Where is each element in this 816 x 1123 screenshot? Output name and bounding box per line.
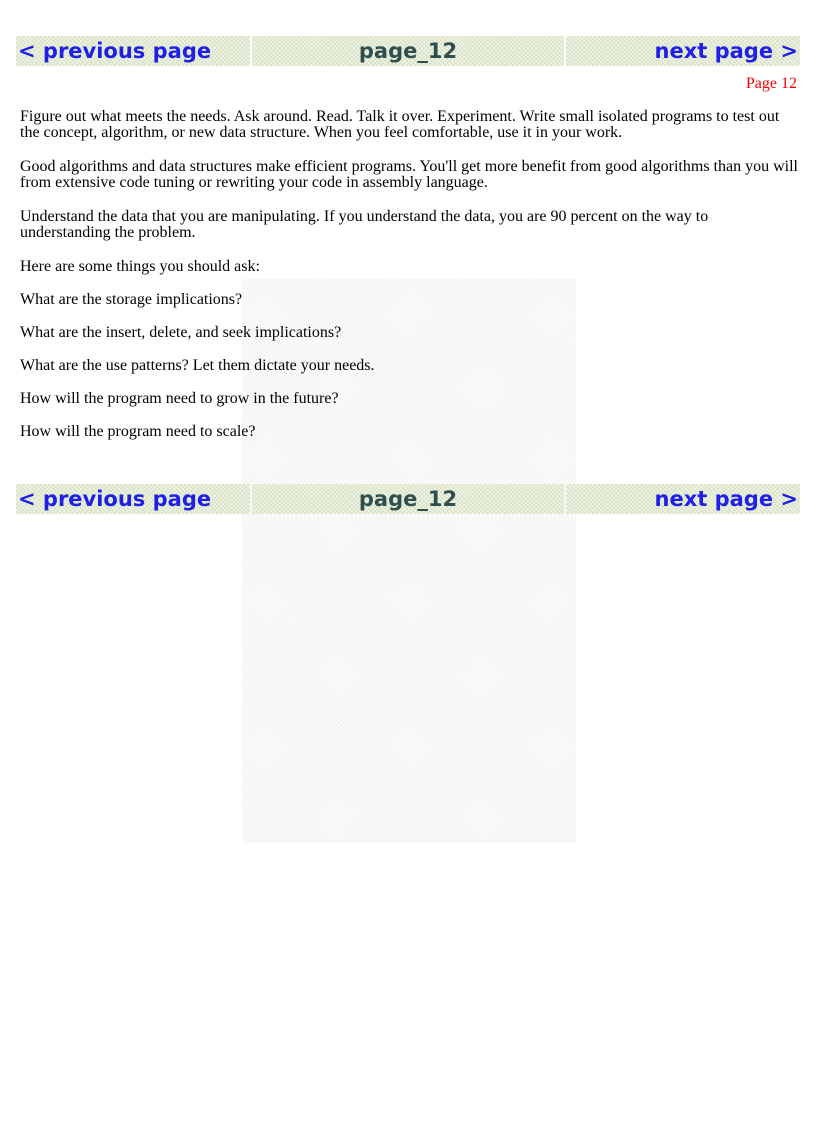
bottom-page-name: page_12 [358,487,458,511]
page-number-label: Page 12 [745,75,797,92]
bottom-next-page-link[interactable]: next page > [654,487,798,511]
top-page-name: page_12 [358,39,458,63]
top-navigation-bar [16,36,800,66]
paragraph-things-to-ask: Here are some things you should ask: [20,258,260,275]
bottom-nav-next-cell [566,484,800,514]
paragraph-understand-data: Understand the data that you are manipulating. If you understand the data, you are 90 percent on the way to understanding the problem. [20,208,709,241]
paragraph-good-algorithms: Good algorithms and data structures make efficient programs. You'll get more benefit from good algorithms than you will from extensive code tuning or rewriting your code in assembly language. [20,158,798,191]
paragraph-figure-out: Figure out what meets the needs. Ask around. Read. Talk it over. Experiment. Write small isolated programs to test out the concept, algorithm, or new data structure. When you feel comfortable, use it in your work. [20,108,780,141]
bottom-nav-title-cell [252,484,564,514]
page-content [20,109,800,457]
question-storage: What are the storage implications? [20,291,243,308]
question-insert-delete-seek: What are the insert, delete, and seek implications? [20,324,342,341]
question-grow: How will the program need to grow in the future? [20,390,339,407]
question-scale: How will the program need to scale? [20,423,256,440]
top-next-page-link[interactable]: next page > [654,39,798,63]
top-nav-next-cell [566,36,800,66]
question-use-patterns: What are the use patterns? Let them dictate your needs. [20,357,375,374]
bottom-nav-previous-cell [16,484,250,514]
bottom-previous-page-link[interactable]: < previous page [18,487,212,511]
top-nav-previous-cell [16,36,250,66]
bottom-navigation-bar [16,484,800,514]
top-previous-page-link[interactable]: < previous page [18,39,212,63]
top-nav-title-cell [252,36,564,66]
